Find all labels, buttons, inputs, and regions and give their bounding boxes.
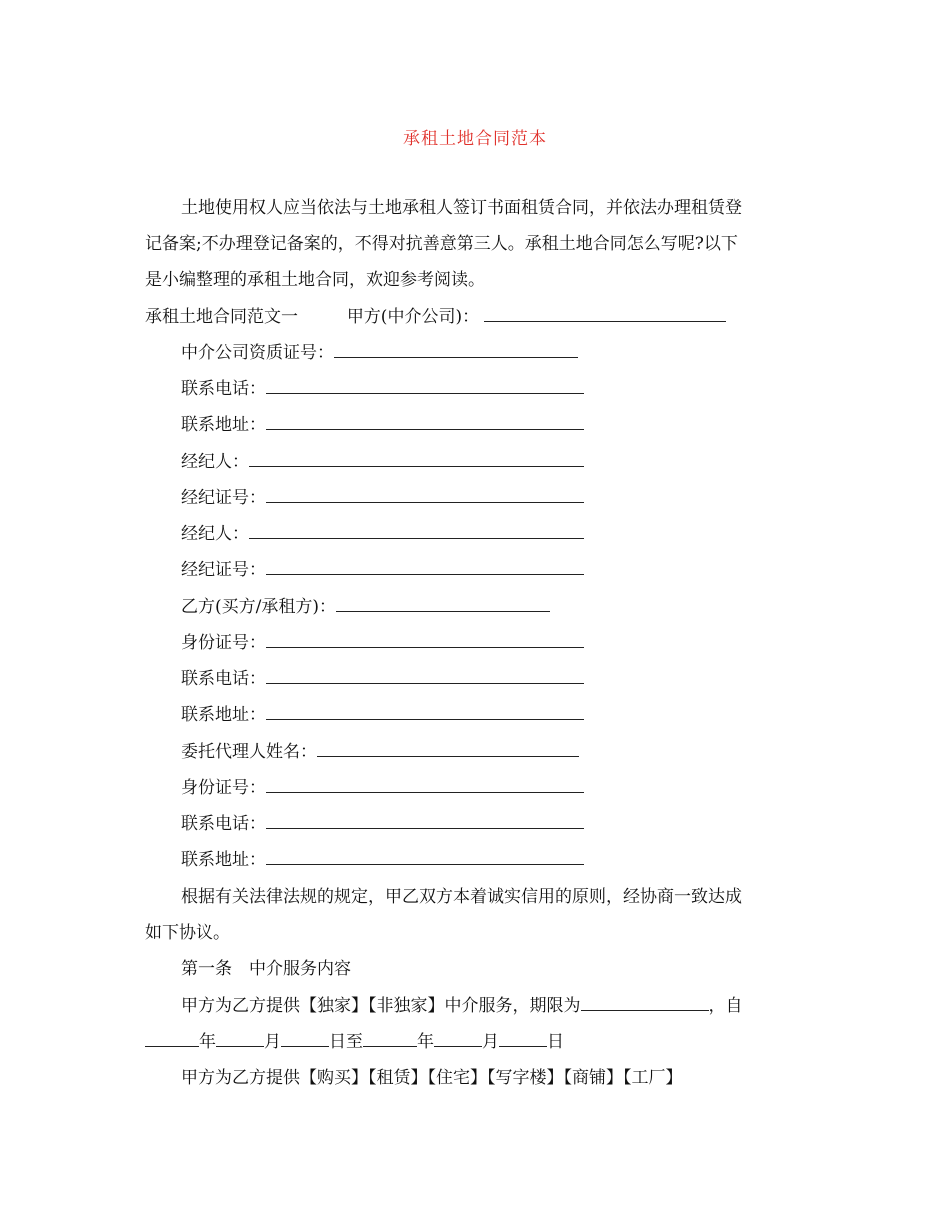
field-blank[interactable] (334, 341, 578, 358)
field-blank[interactable] (266, 486, 584, 503)
party-b-label: 乙方(买方/承租方)： (181, 597, 336, 617)
field-label: 中介公司资质证号： (181, 343, 334, 363)
date-unit: 日 (547, 1032, 564, 1052)
field-blank[interactable] (249, 522, 584, 539)
date-range-line (145, 1030, 564, 1054)
start-month-blank[interactable] (216, 1030, 264, 1047)
intro-line-2: 记备案;不办理登记备案的，不得对抗善意第三人。承租土地合同怎么写呢?以下 (145, 234, 738, 254)
term-blank[interactable] (581, 994, 709, 1011)
start-year-blank[interactable] (145, 1030, 199, 1047)
date-unit: 月 (264, 1032, 281, 1052)
end-month-blank[interactable] (434, 1030, 482, 1047)
party-a-blank[interactable] (484, 305, 726, 322)
section-heading-line (145, 305, 726, 329)
intro-line-3: 是小编整理的承租土地合同，欢迎参考阅读。 (145, 270, 485, 290)
field-row (181, 486, 584, 510)
field-label: 联系地址： (181, 850, 266, 870)
field-label: 身份证号： (181, 633, 266, 653)
article-1-text-b: ，自 (708, 996, 743, 1016)
field-label: 联系地址： (181, 415, 266, 435)
agreement-line-1: 根据有关法律法规的规定，甲乙双方本着诚实信用的原则，经协商一致达成 (181, 887, 742, 907)
field-row (181, 703, 584, 727)
field-label: 经纪证号： (181, 488, 266, 508)
field-blank[interactable] (266, 848, 584, 865)
article-1-line-3: 甲方为乙方提供【购买】【租赁】【住宅】【写字楼】【商铺】【工厂】 (181, 1068, 683, 1088)
party-b-row (181, 595, 550, 619)
field-blank[interactable] (266, 667, 584, 684)
field-label: 联系电话： (181, 379, 266, 399)
field-blank[interactable] (266, 377, 584, 394)
date-unit: 月 (482, 1032, 499, 1052)
field-label: 委托代理人姓名： (181, 742, 317, 762)
field-row (181, 740, 579, 764)
field-label: 经纪人： (181, 524, 249, 544)
field-blank[interactable] (266, 558, 584, 575)
field-label: 身份证号： (181, 778, 266, 798)
document-title: 承租土地合同范本 (403, 129, 547, 149)
field-row (181, 377, 584, 401)
date-unit: 年 (417, 1032, 434, 1052)
field-row (181, 450, 584, 474)
intro-line-1: 土地使用权人应当依法与土地承租人签订书面租赁合同，并依法办理租赁登 (181, 198, 742, 218)
article-1-title: 第一条 中介服务内容 (181, 959, 351, 979)
article-1-line-1 (181, 994, 743, 1018)
end-day-blank[interactable] (499, 1030, 547, 1047)
agreement-line-2: 如下协议。 (145, 923, 230, 943)
field-row (181, 848, 584, 872)
field-blank[interactable] (266, 812, 584, 829)
field-blank[interactable] (266, 776, 584, 793)
field-label: 经纪证号： (181, 560, 266, 580)
date-unit: 年 (199, 1032, 216, 1052)
field-row (181, 667, 584, 691)
field-row (181, 522, 584, 546)
field-label: 经纪人： (181, 452, 249, 472)
field-row (181, 812, 584, 836)
start-day-blank[interactable] (281, 1030, 329, 1047)
field-blank[interactable] (317, 740, 579, 757)
date-unit: 日至 (329, 1032, 363, 1052)
end-year-blank[interactable] (363, 1030, 417, 1047)
field-row (181, 341, 578, 365)
field-blank[interactable] (249, 450, 584, 467)
field-row (181, 413, 584, 437)
field-row (181, 558, 584, 582)
party-b-blank[interactable] (336, 595, 550, 612)
field-blank[interactable] (266, 631, 584, 648)
field-blank[interactable] (266, 703, 584, 720)
field-blank[interactable] (266, 413, 584, 430)
field-label: 联系地址： (181, 705, 266, 725)
field-label: 联系电话： (181, 669, 266, 689)
field-row (181, 631, 584, 655)
party-a-label: 甲方(中介公司)： (346, 307, 480, 327)
field-label: 联系电话： (181, 814, 266, 834)
field-row (181, 776, 584, 800)
section-label: 承租土地合同范文一 (145, 307, 298, 327)
article-1-text-a: 甲方为乙方提供【独家】【非独家】中介服务，期限为 (181, 996, 581, 1016)
